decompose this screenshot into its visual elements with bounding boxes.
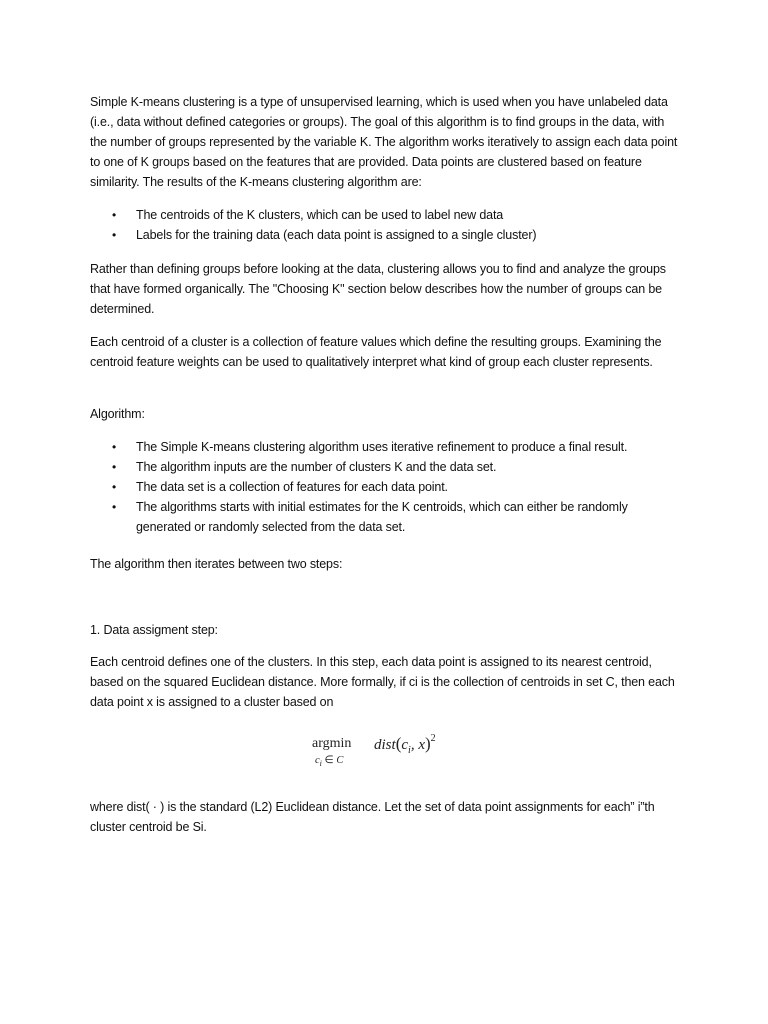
list-item: • The algorithms starts with initial estimates for the K centroids, which can either be randomly generated or randomly selected from the data set. — [90, 497, 680, 537]
intro-paragraph: Simple K-means clustering is a type of unsupervised learning, which is used when you have unlabeled data (i.e., data without defined categories or groups). The goal of this algorithm is to find groups in the data, with the number of groups represented by the variable K. The algorithm works iteratively to assign each data point to one of K groups based on the features that are provided. Data points are clustered based on feature similarity. The results of the K-means clustering algorithm are: — [90, 95, 678, 189]
list-item: • Labels for the training data (each data point is assigned to a single cluster) — [90, 225, 680, 245]
centroid-paragraph: Each centroid of a cluster is a collection of feature values which define the resulting groups. Examining the centroid feature weights can be used to qualitatively interpret what kind of group each cluster represents. — [90, 335, 662, 369]
algorithm-bullet-list — [90, 437, 680, 537]
list-item: • The Simple K-means clustering algorithm uses iterative refinement to produce a final result. — [90, 437, 680, 457]
algorithm-heading: Algorithm: — [90, 407, 145, 421]
formula-operator: argmin — [312, 736, 352, 751]
bullet-icon: • — [112, 440, 117, 454]
iterates-paragraph: The algorithm then iterates between two steps: — [90, 557, 343, 571]
bullet-icon: • — [112, 500, 117, 514]
list-item: • The data set is a collection of features for each data point. — [90, 477, 680, 497]
clustering-paragraph: Rather than defining groups before looking at the data, clustering allows you to find and analyze the groups that have formed organically. The "Choosing K" section below describes how the number of groups can be determined. — [90, 262, 666, 316]
list-item: • The centroids of the K clusters, which can be used to label new data — [90, 205, 680, 225]
formula-subscript: $c_i$ ∈ C — [315, 755, 344, 769]
list-item: • The algorithm inputs are the number of clusters K and the data set. — [90, 457, 680, 477]
bullet-icon: • — [112, 228, 117, 242]
step1-heading: 1. Data assigment step: — [90, 623, 218, 637]
results-bullet-list — [90, 205, 680, 245]
formula-expression: $dist(c_i$, x)$^2$ — [374, 733, 436, 756]
step1-paragraph: Each centroid defines one of the clusters. In this step, each data point is assigned to its nearest centroid, based on the squared Euclidean distance. More formally, if ci is the collection of centroids in set C, then each data point x is assigned to a cluster based on — [90, 655, 675, 709]
bullet-icon: • — [112, 460, 117, 474]
closing-paragraph: where dist( · ) is the standard (L2) Euclidean distance. Let the set of data point assignments for each” i”th cluster centroid be Si. — [90, 800, 655, 834]
argmin-formula — [312, 732, 472, 770]
bullet-icon: • — [112, 480, 117, 494]
bullet-icon: • — [112, 208, 117, 222]
